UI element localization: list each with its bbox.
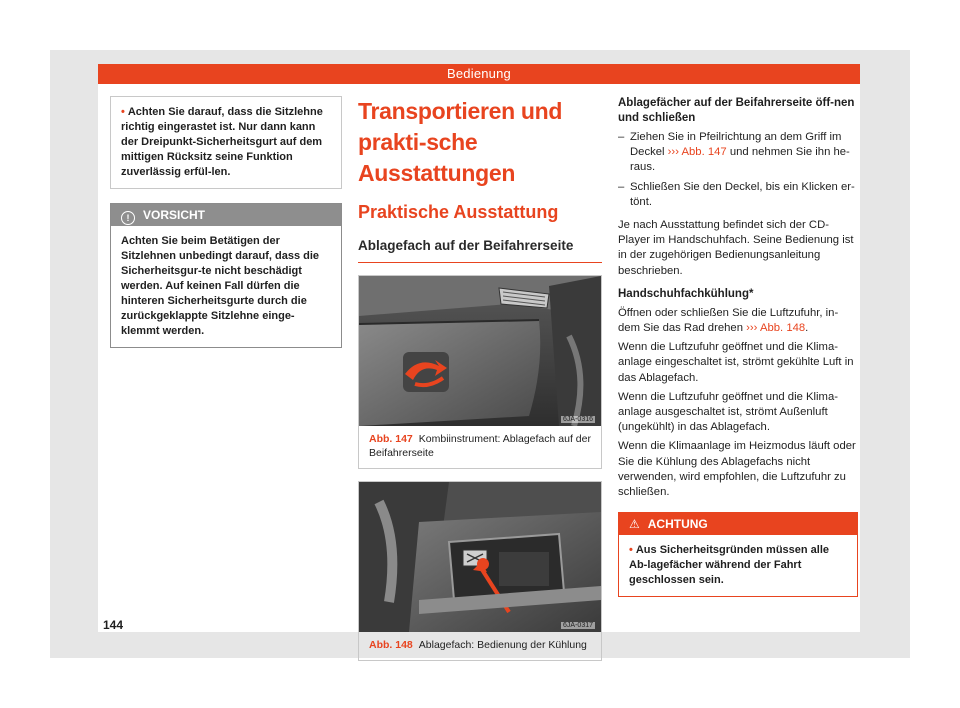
- paragraph: Wenn die Klimaanlage im Heizmodus läuft oder Sie die Kühlung des Ablagefachs nicht verwenden, wird empfohlen, die Luftzufuhr zu schließen.: [618, 440, 856, 499]
- caution-box: [110, 203, 342, 348]
- note-bullet: •: [121, 106, 125, 118]
- figure-147: [358, 275, 602, 469]
- paragraph: Wenn die Luftzufuhr geöffnet und die Klima-anlage ausgeschaltet ist, strömt Außenluft (ungekühlt) in das Ablagefach.: [618, 390, 839, 434]
- ref-arrows: ›››: [667, 146, 679, 159]
- note-box: [110, 96, 342, 189]
- step-text-rest: und nehmen Sie ihn he-raus.: [630, 146, 850, 174]
- caution-header: [111, 204, 341, 226]
- figure-link[interactable]: Abb. 147: [681, 146, 727, 159]
- note-text: Achten Sie darauf, dass die Sitzlehne richtig eingerastet ist. Nur dann kann der Dreipunkt-Sicherheitsgurt auf dem mittigen Rücksitz seine Funktion zuverlässig erfül-len.: [121, 106, 323, 178]
- page-title: Transportieren und prakti-sche Ausstattungen: [358, 98, 563, 186]
- figure-148: [358, 481, 602, 661]
- cooling-heading: Handschuhfachkühlung*: [618, 287, 754, 300]
- warning-icon: ⚠: [629, 517, 640, 532]
- step-dash: –: [618, 180, 625, 193]
- paragraph-end: .: [805, 322, 809, 335]
- step-text: Ziehen Sie in Pfeilrichtung an dem Griff im Deckel: [630, 131, 842, 159]
- figure-caption: [359, 426, 601, 468]
- right-column: [618, 96, 858, 597]
- figure-caption-text: Ablagefach: Bedienung der Kühlung: [418, 639, 587, 651]
- caution-title: VORSICHT: [143, 208, 206, 222]
- warning-text: Aus Sicherheitsgründen müssen alle Ab-lagefächer während der Fahrt geschlossen sein.: [629, 544, 830, 587]
- figure-code: 6JA-0317: [563, 622, 593, 629]
- topic-heading: Ablagefach auf der Beifahrerseite: [358, 237, 602, 263]
- warning-box: [618, 512, 858, 597]
- open-close-heading: Ablagefächer auf der Beifahrerseite öff-nen und schließen: [618, 97, 855, 124]
- cooling-illustration: [359, 482, 601, 632]
- paragraph: Je nach Ausstattung befindet sich der CD-Player im Handschuhfach. Seine Bedienung ist in der zugehörigen Bedienungsanleitung beschrieben.: [618, 219, 854, 277]
- step-item: [618, 130, 858, 176]
- paragraph: [618, 306, 858, 336]
- ref-arrows: ›››: [746, 322, 758, 335]
- figure-code: 6JA-0316: [563, 416, 593, 423]
- step-text: Schließen Sie den Deckel, bis ein Klicken er-tönt.: [630, 180, 855, 208]
- step-item: [618, 180, 858, 210]
- middle-column: [358, 96, 602, 661]
- figure-link[interactable]: Abb. 148: [759, 322, 806, 335]
- left-column: [110, 96, 342, 348]
- warning-text-block: [619, 535, 857, 596]
- section-subtitle: Praktische Ausstattung: [358, 202, 559, 222]
- figure-ref: Abb. 147: [369, 433, 413, 445]
- caution-text: Achten Sie beim Betätigen der Sitzlehnen unbedingt darauf, dass die Sicherheitsgur-te nicht beschädigt werden. Auf keinen Fall dürfen die hinteren Sicherheitsgurte durch die zurückgeklappte Sitzlehne einge-klemmt werden.: [121, 235, 320, 337]
- cooling-image: [359, 482, 601, 632]
- caution-icon: !: [121, 211, 135, 225]
- figure-caption-text: Kombiinstrument: Ablagefach auf der Beifahrerseite: [369, 433, 591, 459]
- glovebox-image: [359, 276, 601, 426]
- page-number: 144: [103, 618, 124, 632]
- glovebox-illustration: [359, 276, 601, 426]
- warning-header: [619, 513, 857, 535]
- section-header: Bedienung: [98, 64, 860, 84]
- step-dash: –: [618, 131, 625, 143]
- paragraph-text: Öffnen oder schließen Sie die Luftzufuhr, in-dem Sie das Rad drehen: [618, 306, 839, 335]
- figure-caption: [359, 632, 601, 660]
- warning-title: ACHTUNG: [647, 517, 708, 532]
- paragraph: Wenn die Luftzufuhr geöffnet und die Klima-anlage eingeschaltet ist, strömt gekühlte Luft in das Ablagefach.: [618, 341, 854, 384]
- warning-bullet: •: [629, 544, 633, 557]
- figure-ref: Abb. 148: [369, 639, 413, 651]
